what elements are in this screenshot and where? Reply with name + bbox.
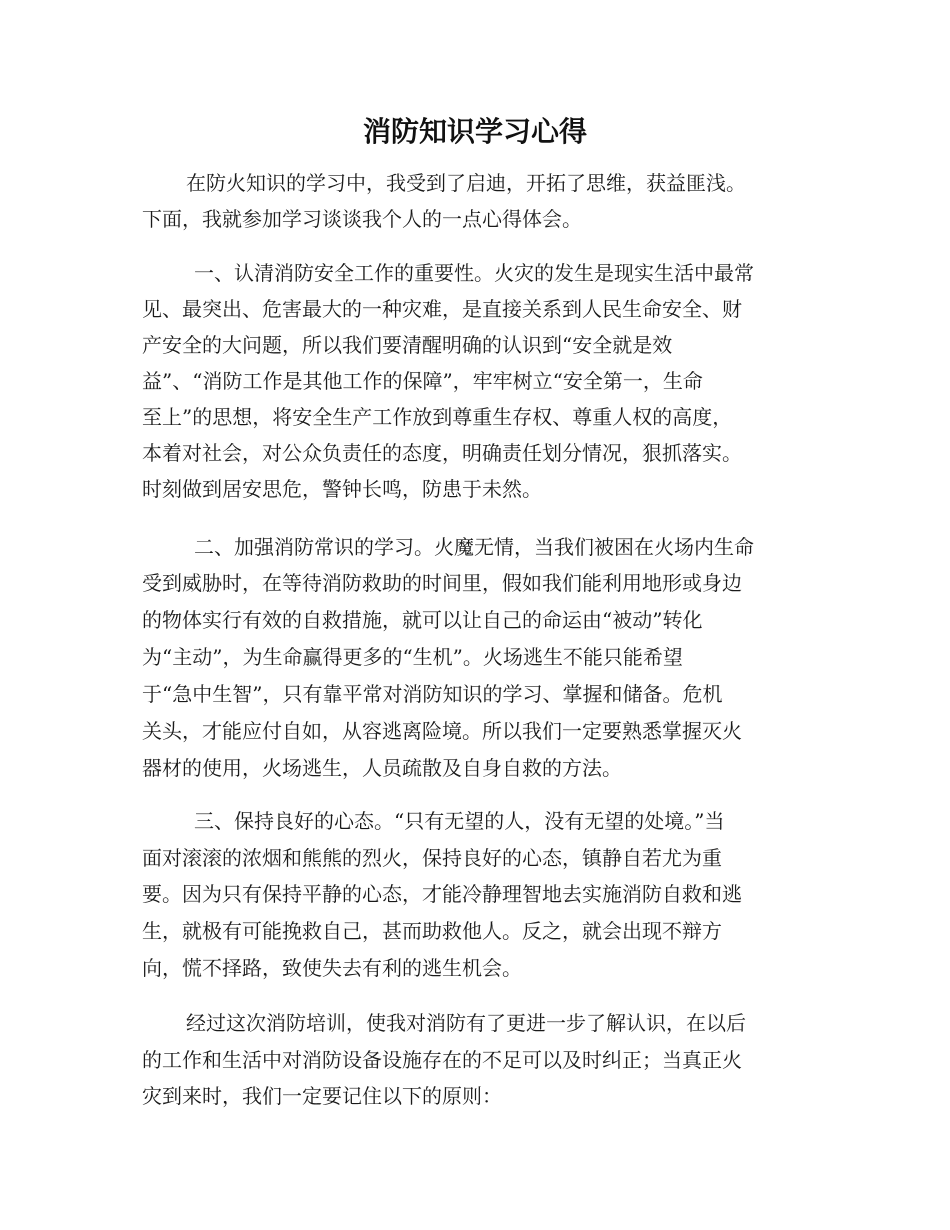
paragraph-line: 时刻做到居安思危，警钟长鸣，防患于未然。: [142, 477, 542, 501]
paragraph-line: 产安全的大问题，所以我们要清醒明确的认识到“安全就是效: [142, 333, 673, 357]
paragraph-line: 至上”的思想，将安全生产工作放到尊重生存权、尊重人权的高度，: [142, 405, 733, 429]
paragraph-line: 的物体实行有效的自救措施，就可以让自己的命运由“被动”转化: [142, 608, 703, 632]
paragraph-line: 关头，才能应付自如，从容逃离险境。所以我们一定要熟悉掌握灭火: [142, 719, 742, 743]
paragraph-line: 生，就极有可能挽救自己，甚而助救他人。反之，就会出现不辩方: [142, 919, 722, 943]
paragraph-line: 一、认清消防安全工作的重要性。火灾的发生是现实生活中最常: [194, 261, 754, 285]
paragraph-line: 在防火知识的学习中，我受到了启迪，开拓了思维，获益匪浅。: [186, 171, 746, 195]
paragraph-line: 向，慌不择路，致使失去有利的逃生机会。: [142, 956, 522, 980]
paragraph-line: 受到威胁时，在等待消防救助的时间里，假如我们能利用地形或身边: [142, 571, 742, 595]
paragraph-line: 益”、“消防工作是其他工作的保障”，牢牢树立“安全第一，生命: [142, 369, 703, 393]
paragraph-line: 面对滚滚的浓烟和熊熊的烈火，保持良好的心态，镇静自若尤为重: [142, 846, 722, 870]
paragraph-line: 灾到来时，我们一定要记住以下的原则：: [142, 1084, 502, 1108]
paragraph-line: 为“主动”，为生命赢得更多的“生机”。火场逃生不能只能希望: [142, 645, 683, 669]
paragraph-line: 三、保持良好的心态。“只有无望的人，没有无望的处境。”当: [194, 809, 725, 833]
paragraph-line: 二、加强消防常识的学习。火魔无情，当我们被困在火场内生命: [194, 535, 754, 559]
paragraph-line: 本着对社会，对公众负责任的态度，明确责任划分情况，狠抓落实。: [142, 441, 742, 465]
paragraph-line: 见、最突出、危害最大的一种灾难，是直接关系到人民生命安全、财: [142, 297, 742, 321]
paragraph-line: 下面，我就参加学习谈谈我个人的一点心得体会。: [142, 207, 582, 231]
paragraph-line: 要。因为只有保持平静的心态，才能冷静理智地去实施消防自救和逃: [142, 882, 742, 906]
paragraph-line: 经过这次消防培训，使我对消防有了更进一步了解认识，在以后: [186, 1011, 746, 1035]
paragraph-line: 于“急中生智”，只有靠平常对消防知识的学习、掌握和储备。危机: [142, 682, 723, 706]
paragraph-line: 器材的使用，火场逃生，人员疏散及自身自救的方法。: [142, 756, 622, 780]
document-title: 消防知识学习心得: [362, 115, 587, 148]
paragraph-line: 的工作和生活中对消防设备设施存在的不足可以及时纠正；当真正火: [142, 1048, 742, 1072]
